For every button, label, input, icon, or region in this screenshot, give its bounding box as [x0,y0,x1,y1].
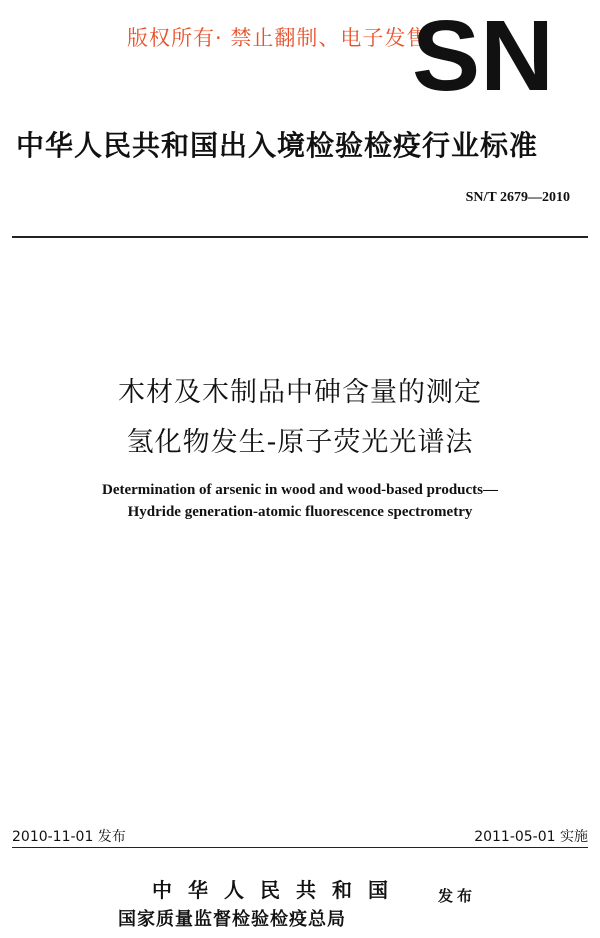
footer-divider [12,847,588,848]
en-title-line-2: Hydride generation-atomic fluorescence spectrometry [127,504,473,520]
cn-title-line-1: 木材及木制品中砷含量的测定 [118,377,482,408]
cn-title-line-2: 氢化物发生-原子荧光光谱法 [126,427,474,458]
standard-number: SN/T 2679—2010 [465,190,570,205]
issuer-agency: 国家质量监督检验检疫总局 [118,909,346,930]
industry-standard-title: 中华人民共和国出入境检验检疫行业标准 [16,129,539,162]
header-divider [12,236,588,238]
issuer-block [118,874,438,931]
sn-logo-text: SN [412,14,554,96]
publish-label: 发布 [438,887,477,905]
issue-date: 2010-11-01 发布 [12,829,126,845]
implementation-date: 2011-05-01 实施 [474,829,588,845]
issuer-country: 中华人民共和国 [152,878,404,902]
copyright-notice: 版权所有· 禁止翻制、电子发售 [127,26,429,50]
en-title-line-1: Determination of arsenic in wood and wood-based products— [102,482,498,498]
sn-logo [412,14,554,96]
